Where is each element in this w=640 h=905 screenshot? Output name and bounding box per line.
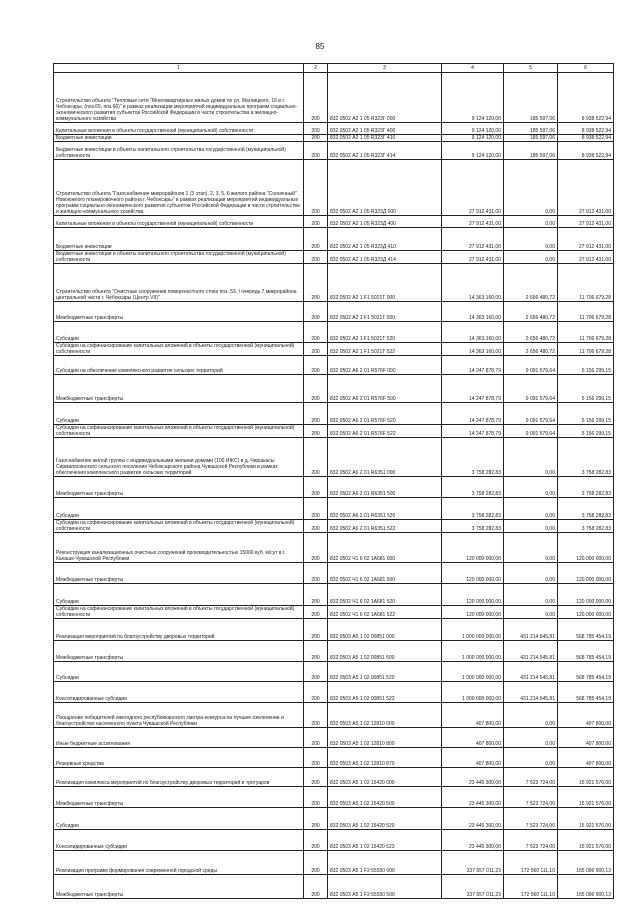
row-name: Реконструкция канализационных очистных сооружений производительностью 15000 куб. м/сут в г. Канаше Чувашской Республики [54, 533, 304, 563]
row-value-approved: 407 800,00 [442, 748, 504, 768]
table-row [54, 302, 614, 322]
row-value-remaining: 15 921 576,00 [558, 787, 614, 808]
row-code: 200 [304, 216, 328, 228]
row-value-approved: 3 758 282,83 [442, 477, 504, 498]
row-code: 200 [304, 787, 328, 808]
row-classification: 832 0503 А5 1 02 00851 523 [328, 682, 442, 703]
row-value-remaining: 3 758 282,83 [558, 477, 614, 498]
table-row [54, 123, 614, 135]
row-value-remaining: 11 706 679,28 [558, 264, 614, 302]
row-value-executed: 0,00 [504, 533, 558, 563]
row-value-approved: 407 800,00 [442, 728, 504, 748]
row-value-remaining: 120 000 000,00 [558, 606, 614, 619]
row-classification: 832 0502 А2 1 F1 5021Т 520 [328, 322, 442, 343]
budget-table [53, 63, 614, 899]
row-value-remaining: 11 706 679,28 [558, 343, 614, 356]
table-row [54, 851, 614, 875]
table-row [54, 830, 614, 851]
row-value-approved: 3 758 282,83 [442, 498, 504, 520]
row-value-approved: 14 247 878,79 [442, 425, 504, 438]
row-classification: 832 0502 А2 1 F1 5021Т 500 [328, 302, 442, 322]
table-row [54, 477, 614, 498]
column-header: 3 [328, 64, 442, 73]
row-value-remaining: 165 096 900,13 [558, 875, 614, 899]
row-value-executed: 185 597,06 [504, 73, 558, 123]
row-value-executed: 185 597,06 [504, 123, 558, 135]
row-classification: 832 0502 А2 1 05 R323Д 410 [328, 228, 442, 251]
row-value-remaining: 3 758 282,83 [558, 520, 614, 533]
row-value-executed: 431 214 545,81 [504, 662, 558, 682]
row-name: Консолидированные субсидии [54, 830, 304, 851]
row-classification: 832 0503 А5 1 02 15420 500 [328, 787, 442, 808]
row-value-executed: 2 656 480,72 [504, 322, 558, 343]
row-classification: 832 0502 Ч1 6 02 1А681 500 [328, 563, 442, 584]
row-code: 200 [304, 403, 328, 425]
row-value-remaining: 407 800,00 [558, 728, 614, 748]
row-value-remaining: 407 800,00 [558, 703, 614, 728]
row-classification: 832 0503 А5 1 F2 55550 500 [328, 875, 442, 899]
row-value-executed: 9 091 579,64 [504, 375, 558, 403]
table-row [54, 251, 614, 264]
row-value-approved: 3 758 282,83 [442, 520, 504, 533]
row-value-remaining: 120 000 000,00 [558, 563, 614, 584]
row-name: Субсидии [54, 498, 304, 520]
row-value-executed: 0,00 [504, 563, 558, 584]
row-value-remaining: 568 785 454,19 [558, 641, 614, 662]
table-row [54, 520, 614, 533]
row-classification: 832 0503 А5 1 02 15420 520 [328, 808, 442, 830]
row-name: Капитальные вложения в объекты государственной (муниципальной) собственности [54, 123, 304, 135]
row-code: 200 [304, 477, 328, 498]
row-value-executed: 185 597,06 [504, 142, 558, 160]
row-value-approved: 14 247 878,79 [442, 375, 504, 403]
row-classification: 832 0502 А2 1 F1 5021Т 522 [328, 343, 442, 356]
row-value-remaining: 27 912 431,00 [558, 228, 614, 251]
row-code: 200 [304, 703, 328, 728]
row-name: Межбюджетные трансферты [54, 641, 304, 662]
table-row [54, 160, 614, 216]
table-header-row [54, 64, 614, 73]
table-row [54, 425, 614, 438]
row-name: Межбюджетные трансферты [54, 477, 304, 498]
row-value-remaining: 27 912 431,00 [558, 160, 614, 216]
row-value-approved: 14 247 878,79 [442, 356, 504, 375]
row-code: 200 [304, 123, 328, 135]
row-value-remaining: 5 156 299,15 [558, 375, 614, 403]
table-row [54, 438, 614, 477]
row-classification: 832 0502 А6 2 01 R6351 000 [328, 438, 442, 477]
row-classification: 832 0502 А6 2 01 R6351 500 [328, 477, 442, 498]
table-row [54, 641, 614, 662]
row-classification: 832 0502 А2 1 05 R323Г 414 [328, 142, 442, 160]
table-row [54, 768, 614, 787]
row-code: 200 [304, 228, 328, 251]
row-value-executed: 7 523 724,00 [504, 830, 558, 851]
row-name: Субсидии на софинансирование капитальных вложений в объекты государственной (муниципальной) собственности [54, 425, 304, 438]
row-name: Резервные средства [54, 748, 304, 768]
row-name: Газоснабжение жилой группы с индивидуальными жилыми домами (100 ИЖС) в д. Чиршкасы Сирмапосинского сельского поселения Чебоксарского района Чувашской Республики в рамках обеспечения комплексного развития сельских территорий [54, 438, 304, 477]
table-row [54, 606, 614, 619]
row-code: 200 [304, 251, 328, 264]
table-row [54, 375, 614, 403]
row-classification: 832 0502 А2 1 05 R323Г 410 [328, 135, 442, 142]
row-name: Бюджетные инвестиции в объекты капитального строительства государственной (муниципальной) собственности [54, 251, 304, 264]
row-value-approved: 9 124 120,00 [442, 135, 504, 142]
row-value-executed: 9 091 579,64 [504, 425, 558, 438]
row-value-approved: 337 657 011,23 [442, 875, 504, 899]
row-code: 200 [304, 830, 328, 851]
table-row [54, 228, 614, 251]
row-classification: 832 0502 А2 1 05 R323Д 414 [328, 251, 442, 264]
row-name: Межбюджетные трансферты [54, 375, 304, 403]
row-value-remaining: 3 758 282,83 [558, 438, 614, 477]
table-row [54, 142, 614, 160]
table-row [54, 216, 614, 228]
row-code: 200 [304, 302, 328, 322]
row-code: 200 [304, 748, 328, 768]
row-classification: 832 0502 А6 2 01 R576F 500 [328, 375, 442, 403]
row-code: 200 [304, 73, 328, 123]
table-row [54, 343, 614, 356]
row-value-approved: 120 000 000,00 [442, 584, 504, 606]
row-value-remaining: 15 921 576,00 [558, 768, 614, 787]
row-value-executed: 0,00 [504, 748, 558, 768]
row-value-remaining: 165 096 900,13 [558, 851, 614, 875]
row-value-executed: 0,00 [504, 606, 558, 619]
row-code: 200 [304, 584, 328, 606]
column-header: 5 [504, 64, 558, 73]
row-classification: 832 0502 А6 2 01 R6351 522 [328, 520, 442, 533]
table-row [54, 533, 614, 563]
row-value-executed: 0,00 [504, 477, 558, 498]
row-classification: 832 0503 А5 1 02 00851 500 [328, 641, 442, 662]
row-value-approved: 9 124 120,00 [442, 123, 504, 135]
row-value-executed: 431 214 545,81 [504, 682, 558, 703]
row-name: Капитальные вложения в объекты государственной (муниципальной) собственности [54, 216, 304, 228]
row-classification: 832 0503 А5 1 02 15420 523 [328, 830, 442, 851]
row-value-remaining: 568 785 454,19 [558, 619, 614, 641]
row-value-approved: 23 445 300,00 [442, 830, 504, 851]
row-value-remaining: 120 000 000,00 [558, 584, 614, 606]
row-name: Субсидии на софинансирование капитальных вложений в объекты государственной (муниципальной) собственности [54, 343, 304, 356]
row-value-executed: 172 560 111,10 [504, 875, 558, 899]
row-value-approved: 23 445 300,00 [442, 768, 504, 787]
row-name: Субсидии на обеспечение комплексного развития сельских территорий [54, 356, 304, 375]
column-header: 6 [558, 64, 614, 73]
row-value-remaining: 27 912 431,00 [558, 216, 614, 228]
row-code: 200 [304, 135, 328, 142]
row-value-approved: 14 247 878,79 [442, 403, 504, 425]
row-value-approved: 9 124 120,00 [442, 142, 504, 160]
row-value-approved: 14 363 160,00 [442, 302, 504, 322]
table-row [54, 808, 614, 830]
row-name: Бюджетные инвестиции [54, 228, 304, 251]
row-value-remaining: 5 156 299,15 [558, 356, 614, 375]
row-value-executed: 0,00 [504, 228, 558, 251]
row-value-executed: 9 091 579,64 [504, 356, 558, 375]
table-row [54, 135, 614, 142]
row-code: 200 [304, 343, 328, 356]
row-code: 200 [304, 498, 328, 520]
row-value-approved: 120 000 000,00 [442, 533, 504, 563]
table-row [54, 322, 614, 343]
table-row [54, 748, 614, 768]
row-value-approved: 3 758 282,83 [442, 438, 504, 477]
column-header: 4 [442, 64, 504, 73]
row-classification: 832 0503 А5 1 02 00851 000 [328, 619, 442, 641]
row-classification: 832 0503 А5 1 02 12810 000 [328, 703, 442, 728]
row-value-approved: 1 000 000 000,00 [442, 682, 504, 703]
row-code: 200 [304, 728, 328, 748]
row-code: 200 [304, 160, 328, 216]
row-value-approved: 14 363 160,00 [442, 343, 504, 356]
row-classification: 832 0502 А6 2 01 R576F 522 [328, 425, 442, 438]
row-name: Поощрение победителей ежегодного республиканского смотра-конкурса на лучшее озеленение и благоустройство населенного пункта Чувашской Республики [54, 703, 304, 728]
row-code: 200 [304, 563, 328, 584]
row-code: 200 [304, 662, 328, 682]
row-name: Бюджетные инвестиции [54, 135, 304, 142]
row-value-remaining: 11 706 679,28 [558, 322, 614, 343]
row-name: Строительство объекта "Очистные сооружения поверхностного стока поз. 53, I очередь 7 микрорайона центральной части г. Чебоксары (Центр VII)" [54, 264, 304, 302]
row-value-remaining: 8 938 522,94 [558, 142, 614, 160]
row-value-remaining: 15 921 576,00 [558, 830, 614, 851]
row-classification: 832 0502 А2 1 05 R323Д 000 [328, 160, 442, 216]
row-value-executed: 431 214 545,81 [504, 619, 558, 641]
row-code: 200 [304, 520, 328, 533]
row-value-remaining: 8 938 522,94 [558, 73, 614, 123]
table-row [54, 703, 614, 728]
row-name: Строительство объекта "Тепловые сети "Многоквартирных жилых домов по ул. Магницкого, 16 в г. Чебоксары, (поз.65, поз.66)" в рамках реализации мероприятий индивидуальных программ социально-экономического развития субъектов Российской Федерации в части строительства и жилищно-коммунального хозяйства [54, 73, 304, 123]
row-classification: 832 0503 А5 1 F2 55550 000 [328, 851, 442, 875]
row-value-remaining: 120 000 000,00 [558, 533, 614, 563]
row-name: Субсидии [54, 808, 304, 830]
row-code: 200 [304, 808, 328, 830]
row-classification: 832 0502 Ч1 6 02 1А681 522 [328, 606, 442, 619]
row-value-remaining: 568 785 454,19 [558, 682, 614, 703]
table-body [54, 73, 614, 899]
row-name: Субсидии [54, 322, 304, 343]
row-value-approved: 14 363 160,00 [442, 322, 504, 343]
row-value-approved: 27 912 431,00 [442, 228, 504, 251]
row-value-approved: 1 000 000 000,00 [442, 641, 504, 662]
row-value-approved: 23 445 300,00 [442, 808, 504, 830]
row-code: 200 [304, 606, 328, 619]
row-value-remaining: 15 921 576,00 [558, 808, 614, 830]
row-value-remaining: 407 800,00 [558, 748, 614, 768]
row-classification: 832 0502 Ч1 6 02 1А681 520 [328, 584, 442, 606]
row-classification: 832 0502 А2 1 05 R323Г 000 [328, 73, 442, 123]
row-name: Субсидии на софинансирование капитальных вложений в объекты государственной (муниципальной) собственности [54, 520, 304, 533]
row-value-approved: 23 445 300,00 [442, 787, 504, 808]
row-name: Межбюджетные трансферты [54, 787, 304, 808]
row-code: 200 [304, 375, 328, 403]
row-name: Бюджетные инвестиции в объекты капитального строительства государственной (муниципальной) собственности [54, 142, 304, 160]
row-value-approved: 27 912 431,00 [442, 216, 504, 228]
row-value-approved: 14 363 160,00 [442, 264, 504, 302]
row-name: Иные бюджетные ассигнования [54, 728, 304, 748]
table-row [54, 73, 614, 123]
row-code: 200 [304, 438, 328, 477]
row-code: 200 [304, 322, 328, 343]
row-code: 200 [304, 641, 328, 662]
row-value-approved: 27 912 431,00 [442, 251, 504, 264]
column-header: 1 [54, 64, 304, 73]
row-value-remaining: 27 912 431,00 [558, 251, 614, 264]
row-value-executed: 172 560 111,10 [504, 851, 558, 875]
row-name: Реализация программ формирования современной городской среды [54, 851, 304, 875]
row-code: 200 [304, 425, 328, 438]
row-value-approved: 120 000 000,00 [442, 563, 504, 584]
row-value-executed: 9 091 579,64 [504, 403, 558, 425]
row-classification: 832 0503 А5 1 02 12810 800 [328, 728, 442, 748]
page-number: 85 [315, 42, 325, 51]
row-value-approved: 1 000 000 000,00 [442, 619, 504, 641]
row-classification: 832 0503 А5 1 02 00851 520 [328, 662, 442, 682]
row-value-executed: 0,00 [504, 703, 558, 728]
row-code: 200 [304, 264, 328, 302]
table-row [54, 682, 614, 703]
row-name: Субсидии [54, 403, 304, 425]
row-value-executed: 7 523 724,00 [504, 808, 558, 830]
table-row [54, 356, 614, 375]
row-value-executed: 0,00 [504, 160, 558, 216]
table-row [54, 403, 614, 425]
row-value-executed: 0,00 [504, 584, 558, 606]
row-code: 200 [304, 875, 328, 899]
row-value-executed: 2 656 480,72 [504, 343, 558, 356]
row-classification: 832 0503 А5 1 02 15420 000 [328, 768, 442, 787]
row-name: Субсидии на софинансирование капитальных вложений в объекты государственной (муниципальной) собственности [54, 606, 304, 619]
row-value-executed: 0,00 [504, 438, 558, 477]
row-classification: 832 0502 А2 1 05 R323Г 400 [328, 123, 442, 135]
row-value-remaining: 5 156 299,15 [558, 425, 614, 438]
row-value-executed: 185 597,06 [504, 135, 558, 142]
row-classification: 832 0502 А6 2 01 R576F 520 [328, 403, 442, 425]
row-name: Межбюджетные трансферты [54, 875, 304, 899]
row-value-approved: 27 912 431,00 [442, 160, 504, 216]
row-value-executed: 431 214 545,81 [504, 641, 558, 662]
row-value-executed: 0,00 [504, 520, 558, 533]
row-value-remaining: 8 938 522,94 [558, 135, 614, 142]
row-value-approved: 120 000 000,00 [442, 606, 504, 619]
row-name: Консолидированные субсидии [54, 682, 304, 703]
table-row [54, 728, 614, 748]
row-name: Межбюджетные трансферты [54, 563, 304, 584]
row-value-remaining: 8 938 522,94 [558, 123, 614, 135]
row-code: 200 [304, 533, 328, 563]
row-value-approved: 407 800,00 [442, 703, 504, 728]
row-name: Межбюджетные трансферты [54, 302, 304, 322]
row-value-executed: 2 656 480,72 [504, 302, 558, 322]
row-value-executed: 7 523 724,00 [504, 768, 558, 787]
row-value-remaining: 11 706 679,28 [558, 302, 614, 322]
column-header: 2 [304, 64, 328, 73]
row-code: 200 [304, 356, 328, 375]
row-value-executed: 0,00 [504, 728, 558, 748]
row-value-approved: 1 000 000 000,00 [442, 662, 504, 682]
table-row [54, 662, 614, 682]
row-classification: 832 0502 А6 2 01 R6351 520 [328, 498, 442, 520]
row-value-remaining: 3 758 282,83 [558, 498, 614, 520]
table-row [54, 563, 614, 584]
row-classification: 832 0503 А5 1 02 12810 870 [328, 748, 442, 768]
row-name: Строительство объекта "Газоснабжение микрорайонов 1 (3 этап), 2, 3, 5, 6 жилого района "Солнечный" Новоюжного планировочного района г. Чебоксары" в рамках реализации мероприятий индивидуальных программ социально-экономического развития субъектов Российской Федерации в части строительства и жилищно-коммунального хозяйства [54, 160, 304, 216]
row-classification: 832 0502 А2 1 05 R323Д 400 [328, 216, 442, 228]
row-name: Реализация мероприятий по благоустройству дворовых территорий [54, 619, 304, 641]
row-code: 200 [304, 682, 328, 703]
row-classification: 832 0502 А6 2 01 R576F 000 [328, 356, 442, 375]
row-value-remaining: 568 785 454,19 [558, 662, 614, 682]
row-code: 200 [304, 768, 328, 787]
row-classification: 832 0502 Ч1 6 02 1А681 000 [328, 533, 442, 563]
table-row [54, 584, 614, 606]
row-value-executed: 0,00 [504, 216, 558, 228]
row-classification: 832 0502 А2 1 F1 5021Т 000 [328, 264, 442, 302]
row-value-executed: 2 656 480,72 [504, 264, 558, 302]
row-code: 200 [304, 619, 328, 641]
row-value-remaining: 5 156 299,15 [558, 403, 614, 425]
row-value-executed: 0,00 [504, 251, 558, 264]
table-row [54, 264, 614, 302]
row-name: Субсидии [54, 662, 304, 682]
table-row [54, 875, 614, 899]
row-value-approved: 9 124 120,00 [442, 73, 504, 123]
row-code: 200 [304, 851, 328, 875]
row-name: Реализация комплекса мероприятий по благоустройству дворовых территорий и тротуаров [54, 768, 304, 787]
table-row [54, 787, 614, 808]
row-value-approved: 337 657 011,23 [442, 851, 504, 875]
row-value-executed: 0,00 [504, 498, 558, 520]
row-value-executed: 7 523 724,00 [504, 787, 558, 808]
table-row [54, 619, 614, 641]
row-code: 200 [304, 142, 328, 160]
table-row [54, 498, 614, 520]
row-name: Субсидии [54, 584, 304, 606]
